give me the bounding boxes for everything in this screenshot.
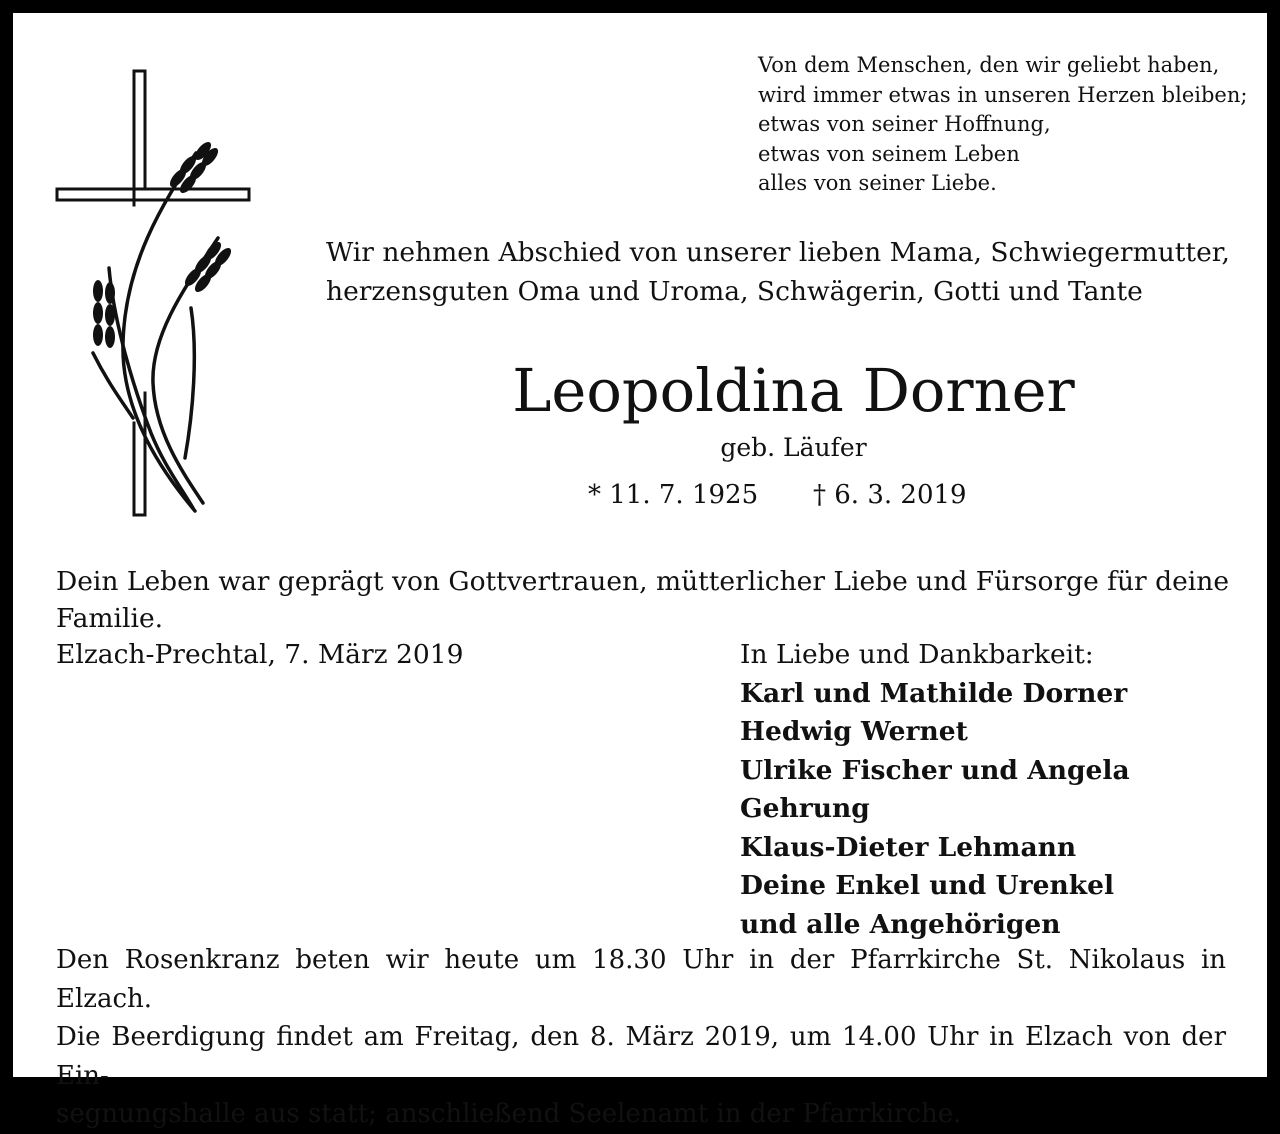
mourners-signature (740, 636, 1260, 944)
mourner-name: Ulrike Fischer und Angela Gehrung (740, 754, 1130, 824)
obituary-card (13, 13, 1267, 1129)
mourner-name: und alle Angehörigen (740, 908, 1061, 940)
tribute-text: Dein Leben war geprägt von Gottvertrauen, mütterlicher Liebe und Fürsorge für deine Familie. (56, 566, 1230, 634)
mourner-name: Hedwig Wernet (740, 716, 968, 747)
place-date: Elzach-Prechtal, 7. März 2019 (56, 639, 464, 670)
funeral-notice (56, 941, 1226, 1134)
life-dates (588, 477, 1008, 513)
mourners-list (740, 675, 1260, 945)
intro-line: Wir nehmen Abschied von unserer lieben Mama, Schwiegermutter, (326, 237, 1230, 268)
deceased-name: Leopoldina Dorner (512, 356, 1075, 425)
notice-line: segnungshalle aus statt; anschließend Seelenamt in der Pfarrkirche. (56, 1099, 962, 1129)
mourner-name: Karl und Mathilde Dorner (740, 677, 1128, 709)
poem-line: etwas von seiner Hoffnung, (758, 112, 1051, 136)
notice-line: Die Beerdigung findet am Freitag, den 8. März 2019, um 14.00 Uhr in Elzach von der Ein- (56, 1022, 1226, 1091)
mourner-name: Klaus-Dieter Lehmann (740, 831, 1077, 863)
cross-with-wheat-icon (53, 53, 258, 523)
signature-heading: In Liebe und Dankbarkeit: (740, 639, 1094, 670)
birth-date: * 11. 7. 1925 (588, 480, 759, 510)
poem-quote (758, 51, 1258, 199)
death-date: † 6. 3. 2019 (813, 480, 967, 510)
notice-line: Den Rosenkranz beten wir heute um 18.30 Uhr in der Pfarrkirche St. Nikolaus in Elzach. (56, 945, 1226, 1014)
mourner-name: Deine Enkel und Urenkel (740, 870, 1115, 901)
poem-line: Von dem Menschen, den wir geliebt haben, (758, 53, 1220, 77)
maiden-name: geb. Läufer (720, 433, 867, 462)
poem-line: alles von seiner Liebe. (758, 171, 997, 195)
poem-line: wird immer etwas in unseren Herzen bleiben; (758, 82, 1248, 107)
farewell-intro (326, 233, 1246, 311)
intro-line: herzensguten Oma und Uroma, Schwägerin, Gotti und Tante (326, 276, 1143, 307)
poem-line: etwas von seinem Leben (758, 141, 1020, 166)
